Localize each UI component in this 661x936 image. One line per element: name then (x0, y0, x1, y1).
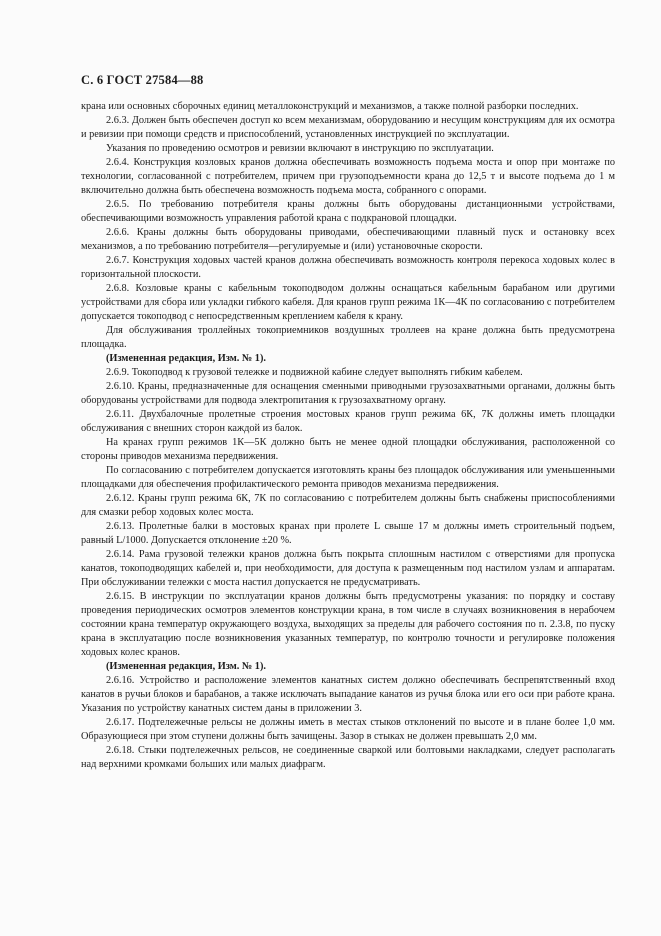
paragraph: 2.6.13. Пролетные балки в мостовых кранах при пролете L свыше 17 м должны иметь строительный подъем, равный L/1000. Допускается отклонение ±20 %. (81, 521, 615, 546)
paragraph: Для обслуживания троллейных токоприемников воздушных троллеев на кране должна быть предусмотрена площадка. (81, 325, 615, 350)
paragraph: На кранах групп режимов 1К—5К должно быть не менее одной площадки обслуживания, расположенной со стороны приводов механизма передвижения. (81, 437, 615, 462)
paragraph: 2.6.4. Конструкция козловых кранов должна обеспечивать возможность подъема моста и опор при монтаже по технологии, согласованной с потребителем, причем при грузоподъемности крана до 12,5 т и высоте подъема до 1 м включительно должна быть обеспечена возможность подъема моста, собранного с опорами. (81, 157, 615, 196)
paragraph: По согласованию с потребителем допускается изготовлять краны без площадок обслуживания или уменьшенными площадками для обеспечения профилактического ремонта приводов механизма передвижения. (81, 465, 615, 490)
paragraph: 2.6.12. Краны групп режима 6К, 7К по согласованию с потребителем должны быть снабжены приспособлениями для смазки ребор ходовых колес моста. (81, 493, 615, 518)
paragraph: 2.6.14. Рама грузовой тележки кранов должна быть покрыта сплошным настилом с отверстиями для пропуска канатов, токоподводящих кабелей и, при необходимости, для доступа к размещенным под настилом узлам и аппаратам. При обслуживании тележки с моста настил допускается не предусматривать. (81, 549, 615, 588)
paragraph: Указания по проведению осмотров и ревизии включают в инструкцию по эксплуатации. (106, 143, 494, 154)
paragraph: 2.6.10. Краны, предназначенные для оснащения сменными приводными грузозахватными органами, должны быть оборудованы устройствами для подвода электропитания к грузозахватному органу. (81, 381, 615, 406)
paragraph: 2.6.8. Козловые краны с кабельным токоподводом должны оснащаться кабельным барабаном или другими устройствами для сбора или укладки гибкого кабеля. Для кранов групп режима 1К—4К по согласованию с потребителем допускается токоподвод с непосредственным креплением кабеля к крану. (81, 283, 615, 322)
paragraph: 2.6.11. Двухбалочные пролетные строения мостовых кранов групп режима 6К, 7К должны иметь площадки обслуживания с внешних сторон каждой из балок. (81, 409, 615, 434)
paragraph: 2.6.18. Стыки подтележечных рельсов, не соединенные сваркой или болтовыми накладками, следует располагать над верхними кромками больших или малых диафрагм. (81, 745, 615, 770)
amendment-note: (Измененная редакция, Изм. № 1). (106, 353, 266, 364)
paragraph: 2.6.5. По требованию потребителя краны должны быть оборудованы дистанционными устройствами, обеспечивающими возможность управления работой крана с подкрановой площадки. (81, 199, 615, 224)
paragraph: 2.6.7. Конструкция ходовых частей кранов должна обеспечивать возможность контроля перекоса ходовых колес в горизонтальной плоскости. (81, 255, 615, 280)
paragraph: 2.6.9. Токоподвод к грузовой тележке и подвижной кабине следует выполнять гибким кабелем. (106, 367, 523, 378)
page-header: С. 6 ГОСТ 27584—88 (81, 73, 204, 87)
amendment-note: (Измененная редакция, Изм. № 1). (106, 661, 266, 672)
paragraph: 2.6.3. Должен быть обеспечен доступ ко всем механизмам, оборудованию и несущим конструкциям для их осмотра и ревизии при помощи средств и приспособлений, установленных инструкцией по эксплуатации. (81, 115, 615, 140)
paragraph: 2.6.16. Устройство и расположение элементов канатных систем должно обеспечивать беспрепятственный вход канатов в ручьи блоков и барабанов, а также исключать выпадание канатов из ручья блока или его оси при работе крана. Указания по устройству канатных систем даны в приложении 3. (81, 675, 615, 714)
paragraph: 2.6.6. Краны должны быть оборудованы приводами, обеспечивающими плавный пуск и остановку всех механизмов, а по требованию потребителя—регулируемые и (или) установочные скорости. (81, 227, 615, 252)
paragraph: 2.6.17. Подтележечные рельсы не должны иметь в местах стыков отклонений по высоте и в плане более 1,0 мм. Образующиеся при этом ступени должны быть зачищены. Зазор в стыках не должен превышать 2,0 мм. (81, 717, 615, 742)
paragraph: крана или основных сборочных единиц металлоконструкций и механизмов, а также полной разборки последних. (81, 101, 579, 112)
document-body (81, 100, 615, 772)
paragraph: 2.6.15. В инструкции по эксплуатации кранов должны быть предусмотрены указания: по порядку и составу проведения периодических осмотров элементов конструкции крана, в том числе в случаях возникновения в нерабочем состоянии крана температур окружающего воздуха, выходящих за пределы для рабочего состояния по п. 2.3.8, по пуску крана в эксплуатацию после возникновения указанных температур, по контролю точности и регулировке положения ходовых колес кранов. (81, 591, 615, 658)
